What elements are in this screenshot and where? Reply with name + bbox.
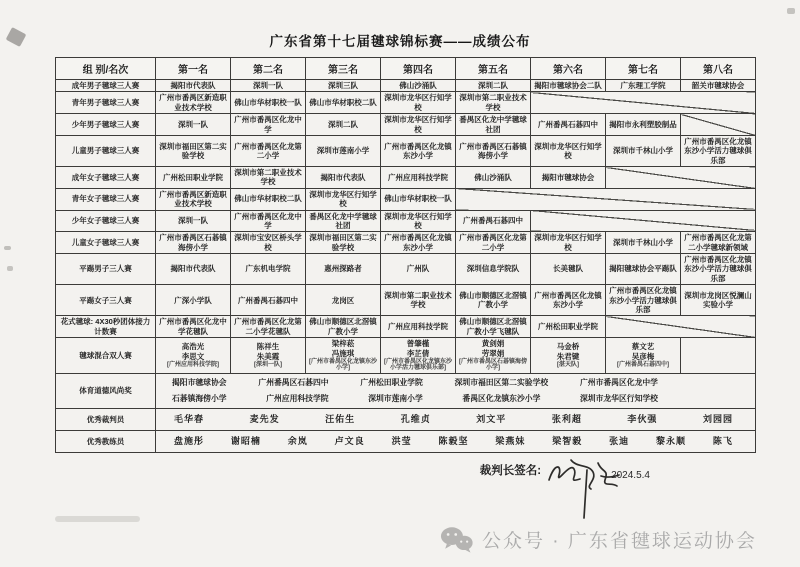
placement-cell: 龙岗区 — [306, 285, 381, 316]
placement-cell: 佛山市顺德区北滘镇广教小学 — [306, 316, 381, 338]
placement-cell: 佛山市华材职校一队 — [381, 188, 456, 210]
person-name: 余岚 — [287, 436, 308, 446]
wechat-icon — [440, 526, 474, 553]
placement-cell: 深圳市千林山小学 — [606, 232, 681, 254]
header-cell: 第一名 — [156, 58, 231, 80]
placement-cell: 深圳市龙华区行知学校 — [531, 232, 606, 254]
table-row — [56, 92, 756, 114]
placement-cell: 广州市番禺区化龙第二小学毽球新领域 — [681, 232, 756, 254]
header-cell: 第六名 — [531, 58, 606, 80]
placement-cell: 广州市番禺区石碁镇海傍小学 — [456, 135, 531, 166]
pair-cell — [231, 338, 306, 374]
referee-signature-row — [0, 456, 650, 490]
results-table — [55, 57, 756, 453]
footer-text: 公众号 · 广东省毽球运动协会 — [482, 531, 757, 552]
placement-cell: 广州市番禺区化龙镇东沙小学活力毽球俱乐部 — [681, 135, 756, 166]
placement-cell: 广州市番禺区新造职业技术学校 — [156, 92, 231, 114]
placement-cell: 佛山市华材职校一队 — [231, 92, 306, 114]
player-name: 李芷倩 — [406, 348, 430, 358]
person-name: 洪莹 — [391, 436, 412, 446]
player-name: 李思文 — [181, 352, 205, 362]
pair-cell — [456, 338, 531, 374]
results-table-wrap — [55, 57, 755, 453]
player-name: 马金桥 — [556, 342, 580, 352]
org-name: 深圳市莲南小学 — [368, 394, 423, 404]
page-title: 广东省第十七届毽球锦标赛——成绩公布 — [269, 34, 531, 49]
header-cell: 第七名 — [606, 58, 681, 80]
group-cell: 毽球混合双人赛 — [56, 338, 156, 374]
empty-placement-cells — [531, 92, 756, 114]
placement-cell: 揭阳毽球协会平踢队 — [606, 254, 681, 285]
player-name: 高浩光 — [181, 342, 205, 352]
placement-cell: 广州松田职业学院 — [156, 167, 231, 189]
group-cell: 优秀裁判员 — [56, 408, 156, 430]
person-name: 张利超 — [551, 413, 582, 424]
org-name: 广州应用科技学院 — [266, 394, 329, 404]
group-cell: 优秀教练员 — [56, 431, 156, 453]
empty-placement-cells — [681, 114, 756, 136]
signature-label: 裁判长签名: — [479, 465, 542, 478]
placement-cell: 广东机电学院 — [231, 254, 306, 285]
group-cell: 成年女子毽球三人赛 — [56, 167, 156, 189]
pair-cell — [606, 338, 681, 374]
placement-cell: 广州市番禺区化龙第二小学 — [456, 232, 531, 254]
footer-account-line — [440, 526, 757, 553]
empty-pair-cell — [681, 338, 756, 374]
player-team: [湛天队] — [557, 361, 579, 368]
placement-cell: 揭阳市毽球协会 — [531, 167, 606, 189]
award-names-cell — [156, 408, 756, 430]
player-name: 陈祥生 — [256, 342, 280, 352]
person-name: 毛华春 — [174, 413, 205, 424]
person-name: 盘施彤 — [174, 436, 205, 446]
placement-cell: 揭阳市永利塑胶制品 — [606, 114, 681, 136]
table-row — [56, 188, 756, 210]
header-cell: 第三名 — [306, 58, 381, 80]
placement-cell: 广州市番禺区化龙中学 — [231, 114, 306, 136]
placement-cell: 广州番禺石碁四中 — [531, 114, 606, 136]
placement-cell: 深圳市福田区第二实验学校 — [156, 135, 231, 166]
person-name: 陈飞 — [712, 436, 733, 446]
player-team: [广州应用科技学院] — [167, 361, 219, 368]
org-name: 番禺区化龙镇东沙小学 — [462, 394, 541, 404]
table-row — [56, 80, 756, 92]
org-name: 广州市番禺区化龙中学 — [580, 378, 658, 388]
placement-cell: 深圳市龙华区行知学校 — [381, 92, 456, 114]
placement-cell: 佛山沙涌队 — [456, 167, 531, 189]
pair-cell — [531, 338, 606, 374]
placement-cell: 广州番禺石碁四中 — [456, 210, 531, 232]
player-name: 梁梓菘 — [331, 339, 355, 348]
group-cell: 儿童男子毽球三人赛 — [56, 135, 156, 166]
placement-cell: 广州市番禺区化龙中学 — [231, 210, 306, 232]
header-cell: 第五名 — [456, 58, 531, 80]
placement-cell: 广州市番禺区化龙镇东沙小学 — [381, 232, 456, 254]
group-cell: 青年男子毽球三人赛 — [56, 92, 156, 114]
placement-cell: 番禺区化龙中学毽球社团 — [306, 210, 381, 232]
placement-cell: 广州市番禺区化龙镇东沙小学活力毽球俱乐部 — [681, 254, 756, 285]
placement-cell: 韶关市毽球协会 — [681, 80, 756, 92]
placement-cell: 广东理工学院 — [606, 80, 681, 92]
placement-cell: 广州番禺石碁四中 — [231, 285, 306, 316]
group-cell: 体育道德风尚奖 — [56, 374, 156, 408]
placement-cell: 深圳市龙岗区悦澜山实验小学 — [681, 285, 756, 316]
player-name: 曾肇槿 — [406, 339, 430, 348]
placement-cell: 佛山市华材职校二队 — [231, 188, 306, 210]
placement-cell: 揭阳市毽球协会二队 — [531, 80, 606, 92]
person-name: 孔维贞 — [400, 413, 431, 424]
group-cell: 少年女子毽球三人赛 — [56, 210, 156, 232]
award-orgs-cell — [156, 374, 756, 408]
person-name: 黎永顺 — [656, 436, 687, 446]
org-name: 石碁镇海傍小学 — [172, 394, 227, 404]
placement-cell: 深圳一队 — [231, 80, 306, 92]
placement-cell: 广州队 — [381, 254, 456, 285]
table-row — [56, 210, 756, 232]
person-name: 卢文良 — [334, 436, 365, 446]
player-team: [广州市番禺区化龙镇东沙小学活力毽球俱乐部] — [384, 358, 452, 372]
person-name: 陈毅坚 — [438, 436, 469, 446]
placement-cell: 深圳市龙华区行知学校 — [306, 188, 381, 210]
pair-cell — [306, 338, 381, 374]
placement-cell: 揭阳市代表队 — [306, 167, 381, 189]
table-row — [56, 316, 756, 338]
placement-cell: 揭阳市代表队 — [156, 254, 231, 285]
placement-cell: 深圳市龙华区行知学校 — [381, 210, 456, 232]
placement-cell: 广州市番禺区化龙镇东沙小学活力毽球俱乐部 — [606, 285, 681, 316]
org-name: 深圳市福田区第二实验学校 — [454, 378, 549, 388]
placement-cell: 深圳市第二职业技术学校 — [381, 285, 456, 316]
placement-cell: 广州应用科技学院 — [381, 316, 456, 338]
placement-cell: 深圳市宝安区桥头学校 — [231, 232, 306, 254]
header-cell: 组 别/名次 — [56, 58, 156, 80]
table-row — [56, 114, 756, 136]
group-cell: 成年男子毽球三人赛 — [56, 80, 156, 92]
empty-placement-cells — [456, 188, 756, 210]
person-name: 谢昭楠 — [230, 436, 261, 446]
placement-cell: 深圳三队 — [306, 80, 381, 92]
scan-artifact — [4, 246, 11, 250]
placement-cell: 惠州探路者 — [306, 254, 381, 285]
placement-cell: 深圳一队 — [156, 210, 231, 232]
placement-cell: 番禺区化龙中学毽球社团 — [456, 114, 531, 136]
scan-artifact — [55, 516, 140, 522]
person-name: 刘文平 — [476, 413, 507, 424]
placement-cell: 佛山市顺德区北滘镇广教小学 — [456, 285, 531, 316]
pair-cell — [156, 338, 231, 374]
placement-cell: 深圳二队 — [306, 114, 381, 136]
player-team: [深圳一队] — [254, 361, 282, 368]
group-cell: 平踢男子三人赛 — [56, 254, 156, 285]
org-name: 广州松田职业学院 — [360, 378, 423, 388]
placement-cell: 深圳市龙华区行知学校 — [381, 114, 456, 136]
placement-cell: 佛山沙涌队 — [381, 80, 456, 92]
placement-cell: 广州市番禺区化龙镇东沙小学 — [531, 285, 606, 316]
empty-placement-cells — [606, 316, 756, 338]
empty-placement-cells — [531, 210, 756, 232]
placement-cell: 佛山市华材职校二队 — [306, 92, 381, 114]
placement-cell: 深圳信息学院队 — [456, 254, 531, 285]
placement-cell: 广州市番禺区化龙第二小学花毽队 — [231, 316, 306, 338]
table-row — [56, 408, 756, 430]
placement-cell: 深圳市龙华区行知学校 — [531, 135, 606, 166]
placement-cell: 深圳市第二职业技术学校 — [456, 92, 531, 114]
player-name: 吴彦梅 — [631, 352, 655, 362]
table-row — [56, 232, 756, 254]
placement-cell: 广州市番禺区化龙中学花毽队 — [156, 316, 231, 338]
placement-cell: 广深小学队 — [156, 285, 231, 316]
placement-cell: 深圳一队 — [156, 114, 231, 136]
person-name: 麦先发 — [249, 413, 280, 424]
player-team: [广州番禺石碁四中] — [617, 361, 669, 368]
placement-cell: 深圳市第二职业技术学校 — [231, 167, 306, 189]
table-row — [56, 338, 756, 374]
group-cell: 花式毽球: 4X30秒团体接力计数赛 — [56, 316, 156, 338]
person-name: 刘园园 — [702, 413, 733, 424]
placement-cell: 长美毽队 — [531, 254, 606, 285]
player-name: 黄剑娟 — [481, 339, 505, 348]
table-row — [56, 285, 756, 316]
org-name: 揭阳市毽球协会 — [172, 378, 227, 388]
scan-artifact — [7, 266, 13, 271]
placement-cell: 广州市番禺区石碁镇海傍小学 — [156, 232, 231, 254]
placement-cell: 揭阳市代表队 — [156, 80, 231, 92]
placement-cell: 佛山市顺德区北滘镇广教小学飞毽队 — [456, 316, 531, 338]
player-name: 冯施琪 — [331, 348, 355, 358]
player-name: 朱美霞 — [256, 352, 280, 362]
header-cell: 第四名 — [381, 58, 456, 80]
award-names-cell — [156, 431, 756, 453]
org-name: 深圳市龙华区行知学校 — [580, 394, 658, 404]
person-name: 张迪 — [609, 436, 630, 446]
person-name: 梁智毅 — [552, 436, 583, 446]
group-cell: 平踢女子三人赛 — [56, 285, 156, 316]
table-row — [56, 374, 756, 408]
player-name: 蔡文艺 — [631, 342, 655, 352]
group-cell: 儿童女子毽球三人赛 — [56, 232, 156, 254]
person-name: 汪佑生 — [325, 413, 356, 424]
player-name: 劳翠娟 — [481, 348, 505, 358]
placement-cell: 广州松田职业学院 — [531, 316, 606, 338]
table-row — [56, 167, 756, 189]
placement-cell: 广州市番禺区化龙第二小学 — [231, 135, 306, 166]
player-team: [广州市番禺区化龙镇东沙小学] — [309, 358, 377, 372]
placement-cell: 深圳二队 — [456, 80, 531, 92]
placement-cell: 广州市番禺区化龙镇东沙小学 — [381, 135, 456, 166]
signature-date: 2024.5.4 — [611, 470, 650, 482]
empty-placement-cells — [606, 167, 756, 189]
org-name: 广州番禺区石碁四中 — [258, 378, 329, 388]
placement-cell: 广州市番禺区新造职业技术学校 — [156, 188, 231, 210]
group-cell: 少年男子毽球三人赛 — [56, 114, 156, 136]
table-row — [56, 431, 756, 453]
group-cell: 青年女子毽球三人赛 — [56, 188, 156, 210]
placement-cell: 深圳市福田区第二实验学校 — [306, 232, 381, 254]
person-name: 李伙强 — [627, 413, 658, 424]
player-name: 朱君键 — [556, 352, 580, 362]
table-row — [56, 254, 756, 285]
pair-cell — [381, 338, 456, 374]
table-header-row — [56, 58, 756, 80]
placement-cell: 广州应用科技学院 — [381, 167, 456, 189]
placement-cell: 深圳市莲南小学 — [306, 135, 381, 166]
table-row — [56, 135, 756, 166]
header-cell: 第八名 — [681, 58, 756, 80]
placement-cell: 深圳市千林山小学 — [606, 135, 681, 166]
player-team: [广州市番禺区石碁镇海傍小学] — [459, 358, 527, 372]
person-name: 梁燕妹 — [495, 436, 526, 446]
header-cell: 第二名 — [231, 58, 306, 80]
